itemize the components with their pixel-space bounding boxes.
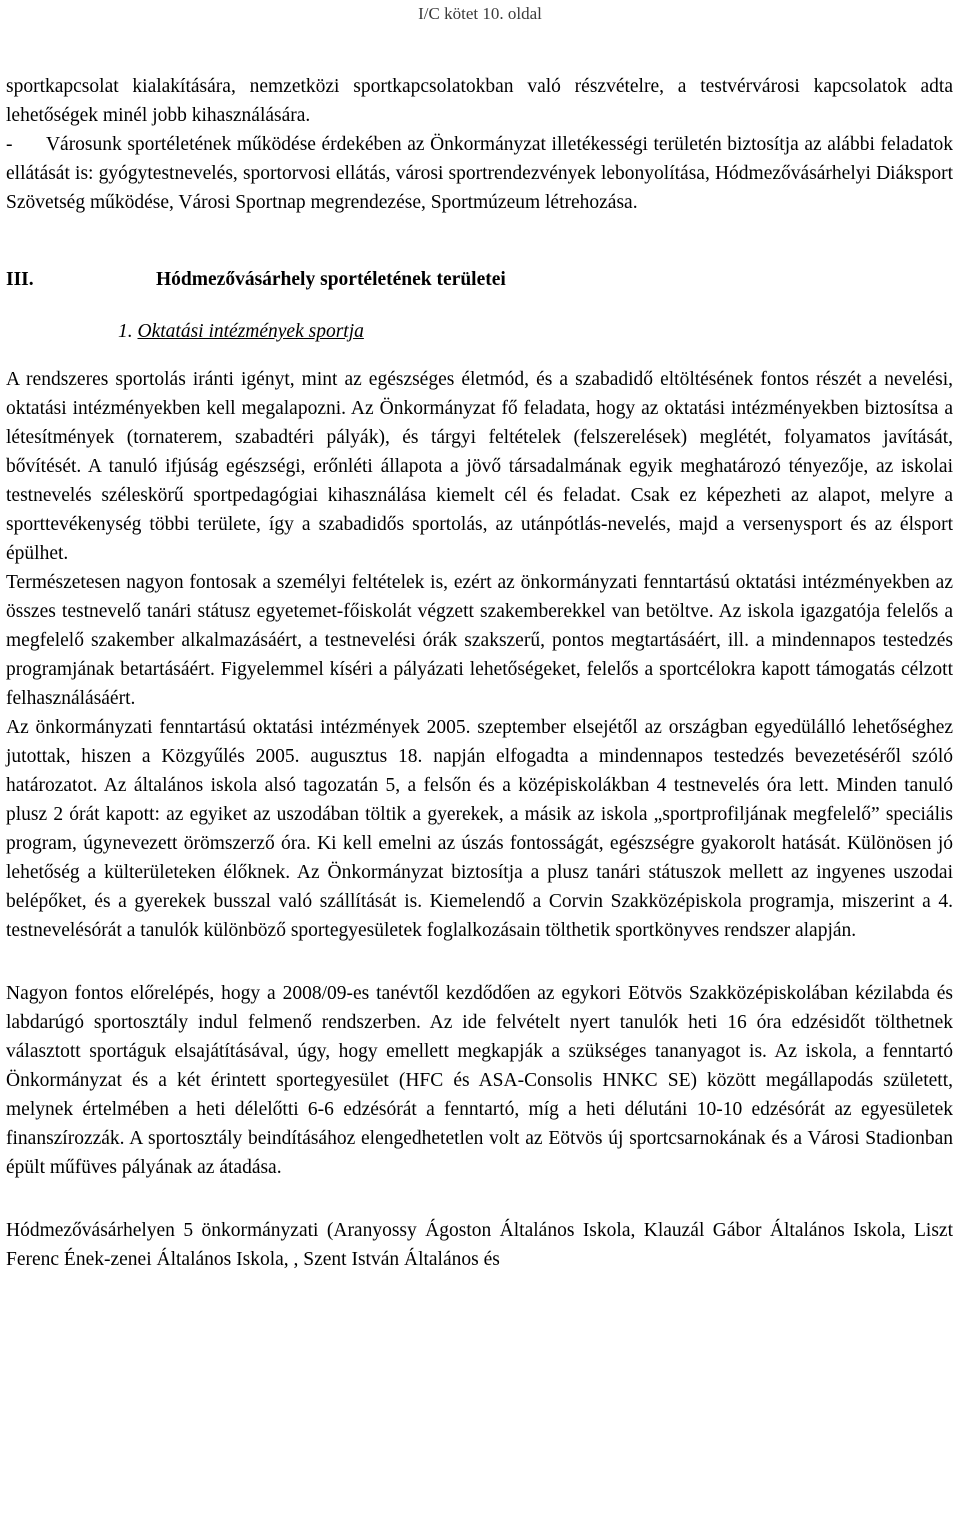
document-body xyxy=(6,72,953,1274)
intro-paragraph: sportkapcsolat kialakítására, nemzetközi sportkapcsolatokban való részvételre, a testvérvárosi kapcsolatok adta lehetőségek minél jobb kihasználására. xyxy=(6,76,953,126)
dash-item-text: Városunk sportéletének működése érdekében az Önkormányzat illetékességi területén biztosítja az alábbi feladatok ellátását is: gyógytestnevelés, sportorvosi ellátás, városi sportrendezvények lebonyolítása, Hódmezővásárhelyi Diáksport Szövetség működése, Városi Sportnap megrendezése, Sportmúzeum létrehozása. xyxy=(6,134,953,213)
subsection-number: 1. xyxy=(118,321,133,342)
body-paragraph-1: A rendszeres sportolás iránti igényt, mint az egészséges életmód, és a szabadidő eltöltésének fontos részét a nevelési, oktatási intézményekben kell megalapozni. Az Önkormányzat fő feladata, hogy az oktatási intézményekben biztosítsa a létesítmények (tornaterem, szabadtéri pályák), és tárgyi feltételek (felszerelések) meglétét, folyamatos javítását, bővítését. A tanuló ifjúság egészségi, erőnléti állapota a jövő társadalmának egyik meghatározó tényezője, az iskolai testnevelés széleskörű sportpedagógiai kihasználása kiemelt cél és feladat. Csak ez képezheti az alapot, melyre a sporttevékenység többi területe, így a szabadidős sportolás, az utánpótlás-nevelés, majd a versenysport és az élsport épülhet. xyxy=(6,369,953,564)
subsection-title: Oktatási intézmények sportja xyxy=(137,321,364,342)
page-header: I/C kötet 10. oldal xyxy=(418,4,542,23)
body-paragraph-5: Hódmezővásárhelyen 5 önkormányzati (Aranyossy Ágoston Általános Iskola, Klauzál Gábor Általános Iskola, Liszt Ferenc Ének-zenei Általános Iskola, , Szent István Általános és xyxy=(6,1220,953,1270)
section-title: Hódmezővásárhely sportéletének területei xyxy=(156,269,506,290)
dash-marker: - xyxy=(6,134,13,155)
body-paragraph-2: Természetesen nagyon fontosak a személyi feltételek is, ezért az önkormányzati fenntartású oktatási intézményekben az összes testnevelő tanári státusz egyetemet-főiskolát végzett szakemberekkel van betöltve. Az iskola igazgatója felelős a megfelelő szakember alkalmazásáért, a testnevelési órák szakszerű, pontos megtartásáért, ill. a mindennapos testedzés programjának betartásáért. Figyelemmel kíséri a pályázati lehetőségeket, felelős a sportcélokra kapott támogatás célzott felhasználásáért. xyxy=(6,572,953,709)
subsection-heading xyxy=(118,317,953,346)
section-heading xyxy=(6,265,953,294)
section-number: III. xyxy=(6,269,34,290)
body-paragraph-4: Nagyon fontos előrelépés, hogy a 2008/09-es tanévtől kezdődően az egykori Eötvös Szakközépiskolában kézilabda és labdarúgó sportosztály indul felmenő rendszerben. Az ide felvételt nyert tanulók heti 16 óra edzésidőt tölthetnek választott sportáguk elsajátításával, úgy, hogy emellett megkapják a szükséges tananyagot is. Az iskola, a fenntartó Önkormányzat és a két érintett sportegyesület (HFC és ASA-Consolis HNKC SE) között megállapodás született, melynek értelmében a heti délelőtti 6-6 edzésórát a fenntartó, míg a heti délutáni 10-10 edzésórát az egyesületek finanszírozzák. A sportosztály beindításához elengedhetetlen volt az Eötvös új sportcsarnokának és a Városi Stadionban épült műfüves pályának az átadása. xyxy=(6,983,953,1178)
dash-list-item xyxy=(6,130,953,217)
body-paragraph-3: Az önkormányzati fenntartású oktatási intézmények 2005. szeptember elsejétől az országban egyedülálló lehetőséghez jutottak, hiszen a Közgyűlés 2005. augusztus 18. napján elfogadta a mindennapos testedzés bevezetéséről szóló határozatot. Az általános iskola alsó tagozatán 5, a felsőn és a középiskolákban 4 testnevelés óra lett. Minden tanuló plusz 2 órát kapott: az egyiket az uszodában töltik a gyerekek, a másik az iskola „sportprofiljának megfelelő” speciális program, úgynevezett örömszerző óra. Ki kell emelni az úszás fontosságát, egészségre gyakorolt hatását. Különösen jó lehetőség a külterületeken élőknek. Az Önkormányzat biztosítja a plusz tanári státuszok mellett az ingyenes uszodai belépőket, és a gyerekek busszal való szállítását is. Kiemelendő a Corvin Szakközépiskola programja, miszerint a 4. testnevelésórát a tanulók különböző sportegyesületek foglalkozásain tölthetik sportkönyves rendszer alapján. xyxy=(6,717,953,941)
